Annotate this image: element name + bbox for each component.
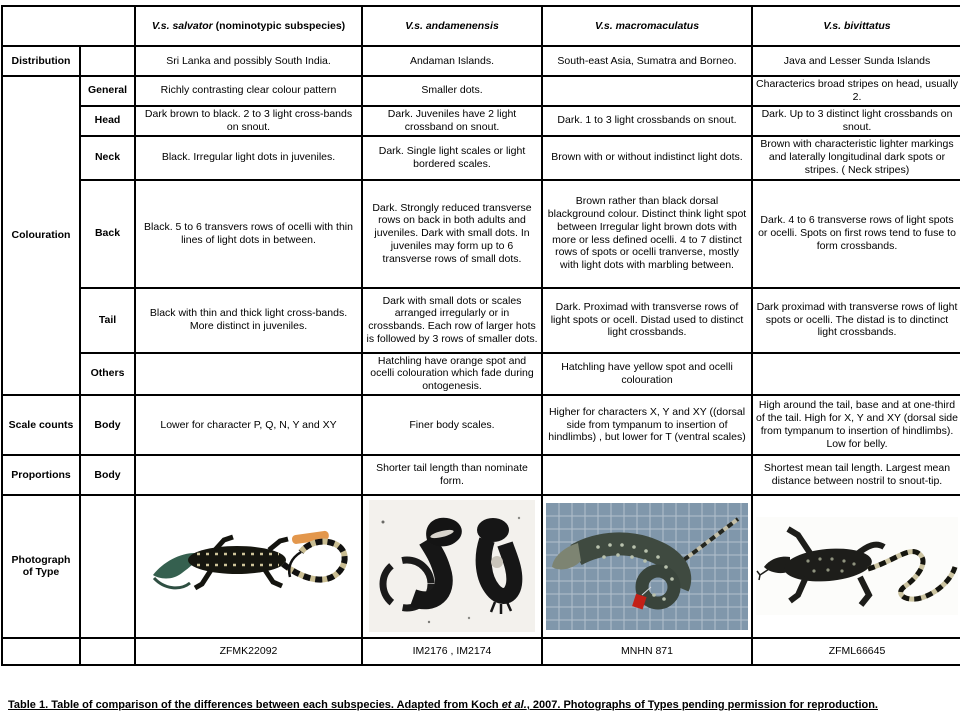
colouration-neck-cell: Dark. Single light scales or light bordered scales.	[362, 136, 542, 180]
colouration-back-cell: Dark. 4 to 6 transverse rows of light spots or ocelli. Spots on first rows tend to fuse to form crossbands.	[752, 180, 960, 288]
colouration-general-cell	[542, 76, 752, 106]
bivittatus-specimen-image	[756, 517, 958, 615]
specimen-id-cell: MNHN 871	[542, 638, 752, 665]
caption-et-al: et al.	[501, 699, 527, 711]
colouration-neck-cell: Brown with characteristic lighter markings and laterally longitudinal dark spots or stripes. ( Neck stripes)	[752, 136, 960, 180]
column-header-macromaculatus	[542, 6, 752, 46]
colouration-tail-cell: Dark with small dots or scales arranged irregularly or in crossbands. Each row of larger hots is followed by 3 rows of smaller dots.	[362, 288, 542, 353]
sublabel-others: Others	[80, 353, 135, 395]
subspecies-name: V.s. macromaculatus	[594, 19, 700, 32]
type-photo-macromaculatus	[542, 495, 752, 638]
column-header-bivittatus	[752, 6, 960, 46]
colouration-general-row	[2, 76, 960, 106]
colouration-neck-row	[2, 136, 960, 180]
colouration-head-row	[2, 106, 960, 136]
header-row	[2, 6, 960, 46]
type-photo-andamenensis	[362, 495, 542, 638]
page	[0, 5, 960, 725]
colouration-head-cell: Dark. Up to 3 distinct light crossbands on snout.	[752, 106, 960, 136]
type-photo-salvator	[135, 495, 362, 638]
row-label-empty	[2, 638, 80, 665]
andamenensis-specimen-image	[369, 500, 535, 632]
colouration-others-row	[2, 353, 960, 395]
colouration-general-cell: Smaller dots.	[362, 76, 542, 106]
row-label-colouration: Colouration	[2, 76, 80, 395]
sublabel-head: Head	[80, 106, 135, 136]
row-label-distribution: Distribution	[2, 46, 80, 76]
colouration-back-cell: Dark. Strongly reduced transverse rows on back in both adults and juveniles. Dark with small dots. In juveniles may form up to 6 transverse rows of small dots.	[362, 180, 542, 288]
subspecies-name: V.s. salvator	[151, 19, 213, 32]
colouration-head-cell: Dark. Juveniles have 2 light crossband on snout.	[362, 106, 542, 136]
sublabel-body: Body	[80, 455, 135, 495]
colouration-tail-cell: Black with thin and thick light cross-bands. More distinct in juveniles.	[135, 288, 362, 353]
row-label-proportions: Proportions	[2, 455, 80, 495]
table-caption	[8, 699, 954, 711]
subspecies-suffix: (nominotypic subspecies)	[212, 19, 346, 32]
specimen-id-row	[2, 638, 960, 665]
blank-corner-cell	[2, 6, 135, 46]
colouration-head-cell: Dark brown to black. 2 to 3 light cross-bands on snout.	[135, 106, 362, 136]
proportions-cell: Shortest mean tail length. Largest mean distance between nostril to snout-tip.	[752, 455, 960, 495]
scale-counts-cell: Lower for character P, Q, N, Y and XY	[135, 395, 362, 455]
photograph-row	[2, 495, 960, 638]
proportions-cell	[542, 455, 752, 495]
sublabel-back: Back	[80, 180, 135, 288]
colouration-neck-cell: Black. Irregular light dots in juveniles.	[135, 136, 362, 180]
caption-text: Table 1. Table of comparison of the differences between each subspecies. Adapted from Koch	[8, 699, 502, 711]
colouration-general-cell: Richly contrasting clear colour pattern	[135, 76, 362, 106]
proportions-cell	[135, 455, 362, 495]
row-label-photograph: Photograph of Type	[2, 495, 80, 638]
column-header-salvator	[135, 6, 362, 46]
subspecies-name: V.s. bivittatus	[823, 19, 891, 32]
sublabel-empty	[80, 46, 135, 76]
sublabel-tail: Tail	[80, 288, 135, 353]
colouration-back-cell: Brown rather than black dorsal blackground colour. Distinct think light spot between Irregular light brown dots with more or less defined ocelli. 4 to 7 distinct rows of spots or ocelli tranverse, mostly with light dots with marbling between.	[542, 180, 752, 288]
colouration-head-cell: Dark. 1 to 3 light crossbands on snout.	[542, 106, 752, 136]
sublabel-empty	[80, 495, 135, 638]
colouration-others-cell: Hatchling have orange spot and ocelli colouration which fade during ontogenesis.	[362, 353, 542, 395]
macromaculatus-specimen-image	[546, 503, 748, 630]
type-photo-bivittatus	[752, 495, 960, 638]
colouration-tail-cell: Dark proximad with transverse rows of light spots or ocelli. The distad is to dinctinct light crossbands.	[752, 288, 960, 353]
sublabel-empty	[80, 638, 135, 665]
colouration-back-row	[2, 180, 960, 288]
row-label-scale-counts: Scale counts	[2, 395, 80, 455]
colouration-others-cell	[135, 353, 362, 395]
colouration-others-cell: Hatchling have yellow spot and ocelli colouration	[542, 353, 752, 395]
colouration-neck-cell: Brown with or without indistinct light dots.	[542, 136, 752, 180]
salvator-specimen-image	[149, 520, 349, 612]
distribution-cell: Java and Lesser Sunda Islands	[752, 46, 960, 76]
distribution-row	[2, 46, 960, 76]
colouration-back-cell: Black. 5 to 6 transvers rows of ocelli with thin lines of light dots in between.	[135, 180, 362, 288]
proportions-cell: Shorter tail length than nominate form.	[362, 455, 542, 495]
specimen-id-cell: IM2176 , IM2174	[362, 638, 542, 665]
distribution-cell: Sri Lanka and possibly South India.	[135, 46, 362, 76]
scale-counts-cell: Higher for characters X, Y and XY ((dorsal side from tympanum to insertion of hindlimbs) , but lower for T (ventral scales)	[542, 395, 752, 455]
scale-counts-cell: Finer body scales.	[362, 395, 542, 455]
subspecies-name: V.s. andamenensis	[405, 19, 499, 32]
caption-text: , 2007. Photographs of Types pending permission for reproduction.	[526, 699, 878, 711]
column-header-andamenensis	[362, 6, 542, 46]
colouration-tail-cell: Dark. Proximad with transverse rows of light spots or ocell. Distad used to distinct light crossbands.	[542, 288, 752, 353]
colouration-others-cell	[752, 353, 960, 395]
distribution-cell: Andaman Islands.	[362, 46, 542, 76]
sublabel-body: Body	[80, 395, 135, 455]
colouration-tail-row	[2, 288, 960, 353]
specimen-id-cell: ZFMK22092	[135, 638, 362, 665]
scale-counts-cell: High around the tail, base and at one-third of the tail. High for X, Y and XY (dorsal side from tympanum to insertion of hindlimbs). Low for belly.	[752, 395, 960, 455]
comparison-table	[1, 5, 960, 666]
sublabel-general: General	[80, 76, 135, 106]
scale-counts-row	[2, 395, 960, 455]
colouration-general-cell: Characterics broad stripes on head, usually 2.	[752, 76, 960, 106]
specimen-id-cell: ZFML66645	[752, 638, 960, 665]
distribution-cell: South-east Asia, Sumatra and Borneo.	[542, 46, 752, 76]
proportions-row	[2, 455, 960, 495]
sublabel-neck: Neck	[80, 136, 135, 180]
